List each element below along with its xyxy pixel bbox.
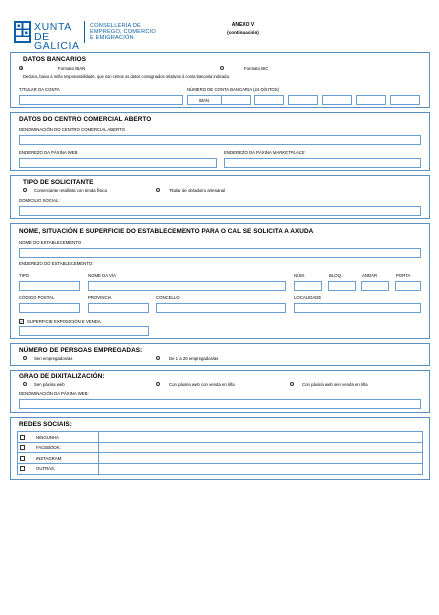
social-section	[10, 417, 430, 480]
no-employees-label: Sen empregados/as	[34, 355, 73, 361]
street-name-label: NOME DA VÍA	[88, 273, 116, 278]
marketplace-label-text: ENDEREZO DA PÁXINA	[224, 150, 272, 155]
account-holder-label: TITULAR DA CONTA	[19, 87, 60, 92]
bic-format-radio[interactable]	[220, 66, 224, 70]
street-type-label: TIPO	[19, 273, 30, 278]
account-digits-group-6[interactable]	[390, 95, 420, 105]
account-digits-group-2[interactable]	[254, 95, 284, 105]
store-section	[10, 112, 430, 171]
website-name-label: DENOMINACIÓN DA PÁXINA WEB:	[19, 391, 89, 396]
store-name-field[interactable]	[19, 135, 421, 145]
bank-section	[10, 52, 430, 108]
council-label: CONCELLO	[156, 295, 180, 300]
social-instagram-field[interactable]	[100, 453, 422, 463]
employees-1-20-label: De 1 a 20 empregados/as	[169, 355, 219, 361]
social-none-label: NINGUNHA	[36, 434, 59, 440]
logo-line-1: XUNTA	[34, 21, 72, 33]
applicant-section-title: TIPO DE SOLICITANTE	[23, 179, 94, 186]
social-other-field[interactable]	[100, 464, 422, 474]
xunta-logo	[14, 20, 94, 52]
header-divider	[84, 21, 85, 43]
establishment-section-title: NOME, SITUACIÓN E SUPERFICIE DO ESTABLECEMENTO PARA O CAL SE SOLICITA A AXUDA	[19, 228, 314, 235]
floor-label: ANDAR	[362, 273, 378, 278]
website-no-sales-radio[interactable]	[290, 382, 294, 386]
social-facebook-checkbox[interactable]	[20, 445, 25, 450]
marketplace-label-word: MARKETPLACE	[272, 150, 305, 155]
account-number-label: NÚMERO DE CONTA BANCARIA (24 DÍXITOS)	[187, 87, 280, 92]
locality-label: LOCALIDADE	[294, 295, 322, 300]
social-instagram-checkbox[interactable]	[20, 456, 25, 461]
applicant-section	[10, 175, 430, 219]
door-field[interactable]	[395, 281, 421, 291]
establishment-name-label: NOME DO ESTABLECEMENTO	[19, 240, 82, 245]
account-digits-group-4[interactable]	[322, 95, 352, 105]
social-facebook-field[interactable]	[100, 443, 422, 453]
artisan-label: Titular de obradoiro artesanal	[169, 187, 225, 193]
postcode-label: CÓDIGO POSTAL	[19, 295, 55, 300]
employees-section	[10, 343, 430, 366]
province-label: PROVINCIA	[88, 295, 112, 300]
store-name-label: DENOMINACIÓN DO CENTRO COMERCIAL ABERTO	[19, 127, 125, 132]
locality-field[interactable]	[294, 303, 421, 313]
no-website-label: Sen páxina web	[34, 381, 65, 387]
bic-format-label: Formato BIC	[244, 65, 269, 71]
digitalization-section	[10, 370, 430, 413]
establishment-address-label: ENDEREZO DO ESTABLECEMENTO:	[19, 261, 94, 266]
social-other-label: OUTRAS:	[36, 466, 56, 471]
retailer-label: Comerciante retallista con tenda física	[34, 187, 107, 193]
retailer-radio[interactable]	[23, 188, 27, 192]
number-label: NÚM.	[294, 273, 305, 278]
marketplace-label	[224, 150, 305, 155]
website-no-sales-label: Con páxina web sen venda en liña	[302, 381, 368, 387]
social-none-field	[100, 432, 422, 442]
door-label: PORTA	[396, 273, 411, 278]
street-type-field[interactable]	[19, 281, 80, 291]
establishment-name-field[interactable]	[19, 248, 421, 258]
galicia-emblem-icon	[14, 21, 31, 43]
social-other-checkbox[interactable]	[20, 466, 25, 471]
no-website-radio[interactable]	[23, 382, 27, 386]
social-facebook-label: FACEBOOK:	[36, 445, 61, 450]
social-section-title: REDES SOCIAIS:	[19, 421, 72, 428]
department-line-3: E EMIGRACIÓN	[90, 35, 134, 42]
social-row-facebook	[18, 443, 422, 454]
surface-checkbox[interactable]	[19, 319, 24, 324]
account-digits-group-3[interactable]	[288, 95, 318, 105]
department-line-1: CONSELLERÍA DE	[90, 23, 141, 29]
registered-address-label: DOMICILIO SOCIAL:	[19, 198, 60, 203]
social-none-checkbox[interactable]	[20, 435, 25, 440]
artisan-radio[interactable]	[156, 188, 160, 192]
website-online-sales-label: Con páxina web con venda en liña	[169, 381, 235, 387]
social-table	[17, 431, 423, 475]
social-instagram-label: INSTAGRAM:	[36, 455, 63, 461]
annex-continuation: (continuación)	[227, 30, 259, 35]
postcode-field[interactable]	[19, 303, 80, 313]
social-row-other	[18, 464, 422, 475]
iban-format-radio[interactable]	[19, 66, 23, 70]
province-field[interactable]	[88, 303, 149, 313]
registered-address-field[interactable]	[19, 206, 421, 216]
street-name-field[interactable]	[88, 281, 286, 291]
digitalization-section-title: GRAO DE DIXITALIZACIÓN:	[19, 373, 105, 380]
iban-prefix-label: IBAN	[199, 98, 210, 103]
annex-title: ANEXO V	[231, 22, 255, 28]
number-field[interactable]	[294, 281, 322, 291]
store-web-label: ENDEREZO DA PÁXINA WEB	[19, 150, 78, 155]
floor-field[interactable]	[361, 281, 389, 291]
surface-label: SUPERFICIE EXPOSICIÓN E VENDA	[27, 319, 101, 324]
surface-field[interactable]	[19, 326, 149, 336]
bank-declaration: Declaro, baixo a miña responsabilidade, que son certos os datos consignados relativos á conta bancaria indicada.	[23, 73, 230, 79]
social-row-none	[18, 432, 422, 443]
council-field[interactable]	[156, 303, 286, 313]
account-digits-group-1[interactable]	[221, 95, 251, 105]
employees-1-20-radio[interactable]	[156, 356, 160, 360]
social-row-instagram	[18, 453, 422, 464]
bank-section-title: DATOS BANCARIOS	[23, 56, 87, 63]
website-online-sales-radio[interactable]	[156, 382, 160, 386]
store-web-field[interactable]	[19, 158, 217, 168]
establishment-section	[10, 223, 430, 339]
account-digits-group-5[interactable]	[356, 95, 386, 105]
surface-check-mark: ✓	[20, 319, 24, 324]
no-employees-radio[interactable]	[23, 356, 27, 360]
block-label: BLOQ.	[329, 273, 343, 278]
account-holder-field[interactable]	[19, 95, 183, 105]
iban-format-label: Formato IBAN	[58, 65, 86, 71]
logo-line-2: DE GALICIA	[34, 30, 80, 52]
employees-section-title: NÚMERO DE PERSOAS EMPREGADAS:	[19, 347, 143, 354]
store-section-title: DATOS DO CENTRO COMERCIAL ABERTO	[19, 116, 152, 123]
block-field[interactable]	[328, 281, 356, 291]
department-line-2: EMPREGO, COMERCIO	[90, 29, 156, 36]
website-name-field[interactable]	[19, 399, 421, 409]
marketplace-field[interactable]	[224, 158, 421, 168]
